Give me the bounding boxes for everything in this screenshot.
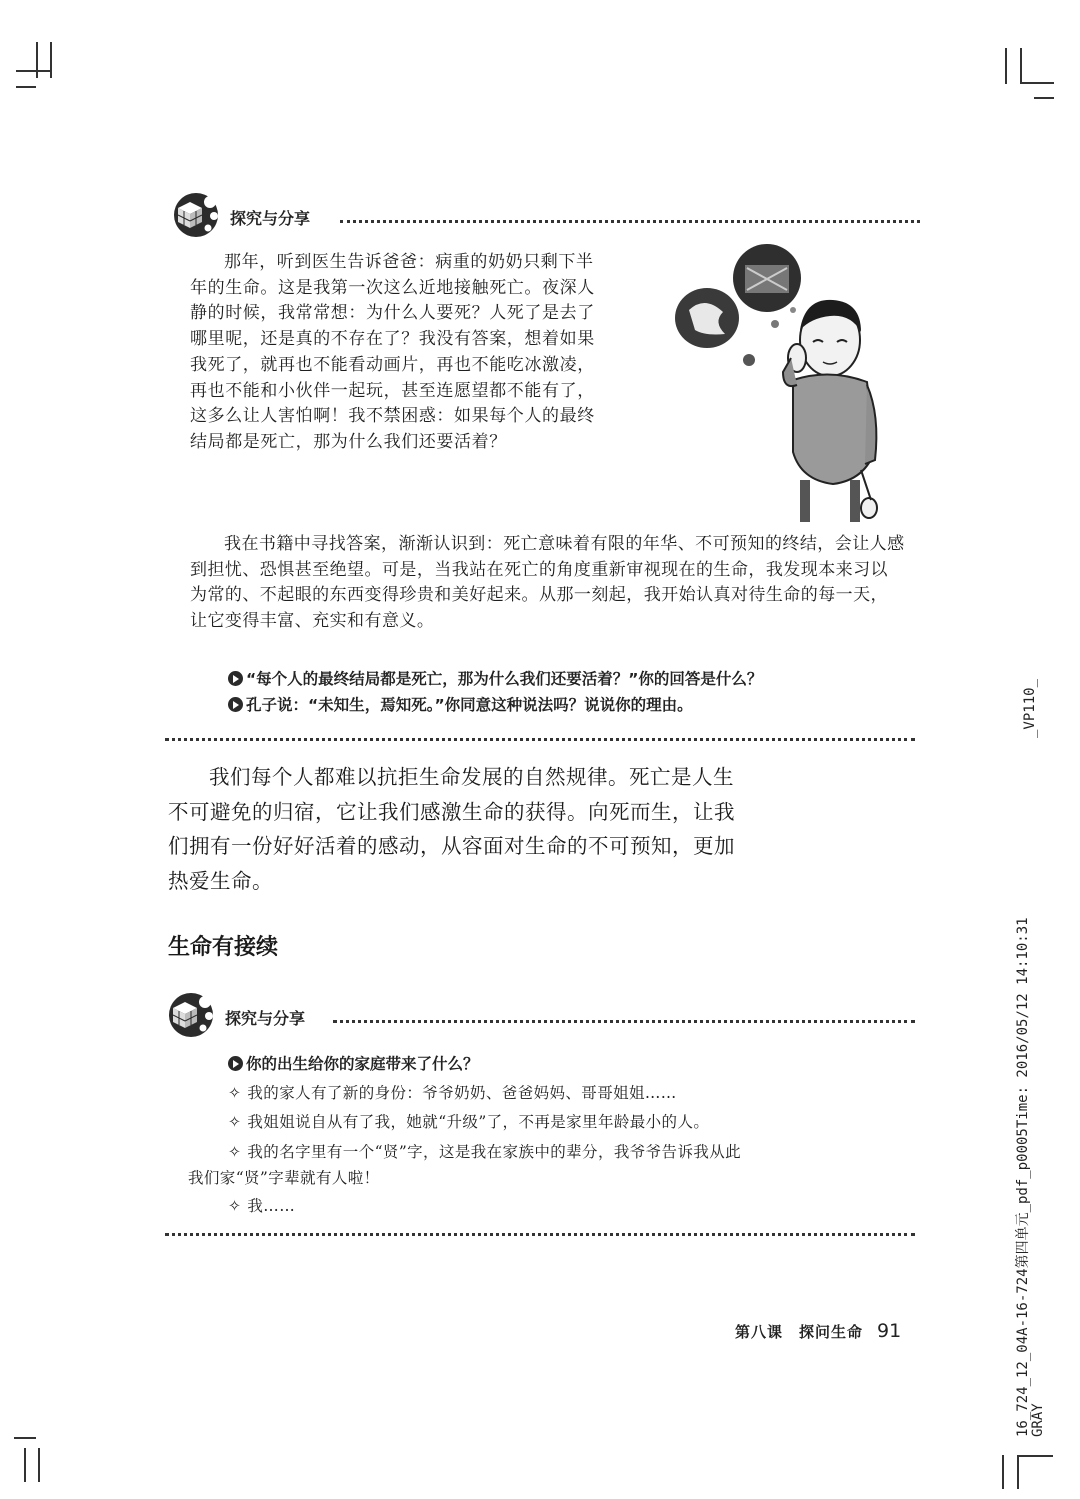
puzzle-cube-icon xyxy=(170,190,220,240)
crop-mark-bottom-left xyxy=(38,1448,40,1482)
question-text: 你的出生给你的家庭带来了什么？ xyxy=(246,1055,479,1073)
question-3 xyxy=(228,1052,479,1074)
dotted-divider xyxy=(333,1020,915,1023)
question-text: 孔子说：“未知生，焉知死。”你同意这种说法吗？说说你的理由。 xyxy=(246,696,693,714)
list-item-continuation: 我们家“贤”字辈就有人啦！ xyxy=(188,1169,380,1187)
lesson-title: 第八课 探问生命 xyxy=(735,1323,864,1341)
crop-mark-top-left xyxy=(36,42,38,78)
story-paragraph-2: 我在书籍中寻找答案，渐渐认识到：死亡意味着有限的年华、不可预知的终结，会让人感到担忧、恐惧甚至绝望。可是，当我站在死亡的角度重新审视现在的生命，我发现本来习以为常的、不起眼的东西变得珍贵和美好起来。从那一刻起，我开始认真对待生命的每一天，让它变得丰富、充实和有意义。 xyxy=(190,534,905,632)
side-print-top: _VP110_ xyxy=(1022,678,1038,738)
list-item xyxy=(228,1140,741,1162)
diamond-bullet-icon: ✧ xyxy=(228,1113,242,1131)
arrow-circle-icon xyxy=(228,1056,243,1071)
page-number: 91 xyxy=(877,1320,902,1342)
crop-mark-top-right xyxy=(1005,48,1007,84)
crop-mark-top-left xyxy=(16,70,50,72)
crop-mark-bottom-right xyxy=(1017,1455,1053,1457)
crop-mark-top-right xyxy=(1020,82,1054,84)
side-print-gray: GRAY xyxy=(1030,1403,1046,1437)
question-2 xyxy=(228,693,693,715)
crop-mark-bottom-left xyxy=(24,1448,26,1482)
section-title: 探究与分享 xyxy=(230,209,311,228)
crop-mark-top-right xyxy=(1020,48,1022,84)
boy-thinking-illustration xyxy=(665,240,905,525)
main-paragraph: 我们每个人都难以抗拒生命发展的自然规律。死亡是人生不可避免的归宿，它让我们感激生命的获得。向死而生，让我们拥有一份好好活着的感动，从容面对生命的不可预知，更加热爱生命。 xyxy=(168,765,735,893)
list-item-text: 我…… xyxy=(247,1197,296,1215)
story-text-1: 那年，听到医生告诉爸爸：病重的奶奶只剩下半年的生命。这是我第一次这么近地接触死亡。夜深人静的时候，我常常想：为什么人要死？人死了是去了哪里呢，还是真的不存在了？我没有答案，想着如果我死了，就再也不能看动画片，再也不能吃冰激凌，再也不能和小伙伴一起玩，甚至连愿望都不能有了，这多么让人害怕啊！我不禁困惑：如果每个人的最终结局都是死亡，那为什么我们还要活着？ xyxy=(190,252,595,452)
side-print-bottom: 16_724_12_04A-16-724第四单元_pdf_p0005Time: 2016/05/12 14:10:31 xyxy=(1015,917,1031,1437)
diamond-bullet-icon: ✧ xyxy=(228,1084,242,1102)
section-header-2 xyxy=(165,990,925,1040)
list-item-text: 我姐姐说自从有了我，她就“升级”了，不再是家里年龄最小的人。 xyxy=(247,1113,710,1131)
story-paragraph-1 xyxy=(190,250,595,456)
section-title: 探究与分享 xyxy=(225,1009,306,1028)
list-item-text: 我的名字里有一个“贤”字，这是我在家族中的辈分，我爷爷告诉我从此 xyxy=(247,1143,742,1161)
diamond-bullet-icon: ✧ xyxy=(228,1197,242,1215)
crop-mark-top-left xyxy=(16,86,36,88)
dotted-divider xyxy=(165,1233,915,1236)
page-footer xyxy=(735,1320,901,1342)
dotted-divider xyxy=(340,220,920,223)
arrow-circle-icon xyxy=(228,671,243,686)
list-item-text: 我的家人有了新的身份：爷爷奶奶、爸爸妈妈、哥哥姐姐…… xyxy=(247,1084,677,1102)
section-header-1 xyxy=(170,190,930,240)
question-text: “每个人的最终结局都是死亡，那为什么我们还要活着？”你的回答是什么？ xyxy=(246,670,763,688)
dotted-divider xyxy=(165,738,915,741)
list-item xyxy=(228,1110,709,1132)
list-item xyxy=(228,1194,295,1216)
diamond-bullet-icon: ✧ xyxy=(228,1143,242,1161)
crop-mark-bottom-right xyxy=(1017,1455,1019,1489)
puzzle-cube-icon xyxy=(165,990,215,1040)
crop-mark-top-right xyxy=(1034,97,1054,99)
list-item xyxy=(228,1081,677,1103)
crop-mark-bottom-right xyxy=(1002,1455,1004,1489)
crop-mark-bottom-left xyxy=(14,1437,36,1439)
crop-mark-top-left xyxy=(50,42,52,78)
question-1 xyxy=(228,667,762,689)
arrow-circle-icon xyxy=(228,697,243,712)
section-heading: 生命有接续 xyxy=(168,935,279,960)
